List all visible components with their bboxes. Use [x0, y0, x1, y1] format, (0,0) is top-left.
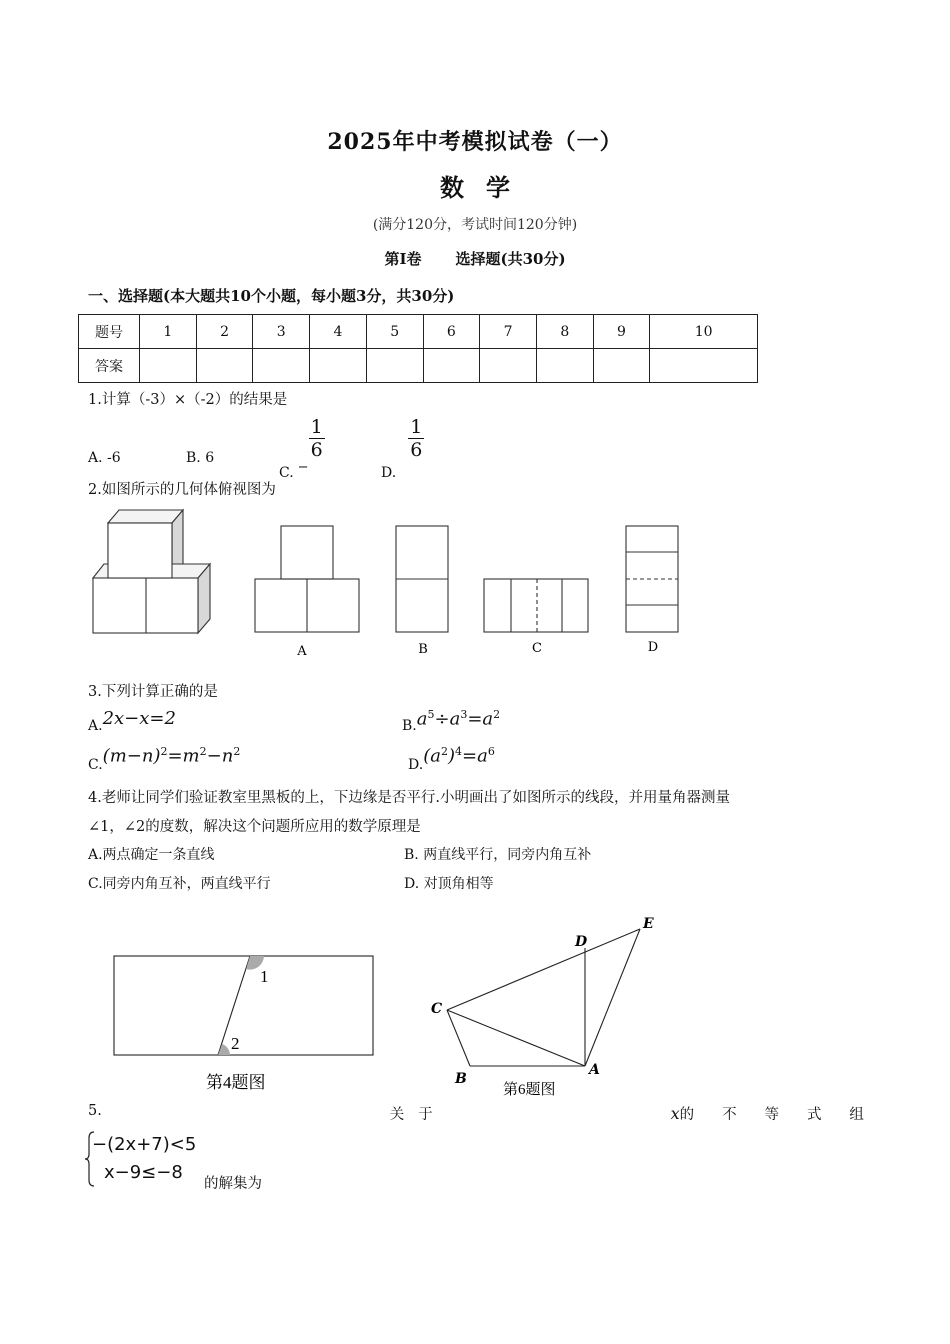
table-cell: 7 [480, 315, 537, 349]
point-label: C [431, 1001, 443, 1017]
q1-option-d [381, 416, 424, 481]
q3-option-d [408, 745, 495, 774]
figure-caption: 第4题图 [206, 1073, 266, 1092]
math-term: (a [423, 745, 441, 767]
q4-stem-line2: ∠1，∠2的度数，解决这个问题所应用的数学原理是 [88, 819, 421, 835]
q1-option-b: B. 6 [186, 450, 215, 466]
q5-stem [88, 1103, 864, 1124]
figure-label: A [297, 644, 307, 659]
q4-option-b: B. 两直线平行，同旁内角互补 [404, 847, 592, 863]
q1-option-a: A. -6 [88, 450, 121, 466]
row-label: 题号 [79, 315, 140, 349]
q1-option-c [279, 416, 325, 481]
q4-stem-line1: 4.老师让同学们验证教室里黑板的上，下边缘是否平行.小明画出了如图所示的线段，并用量角器测量 [88, 790, 730, 806]
q5-number: 5. [88, 1103, 102, 1119]
solid-figure [93, 510, 210, 633]
exponent: 2 [440, 745, 448, 758]
math-term: ÷a [434, 708, 461, 730]
fraction [408, 416, 424, 461]
option-prefix: D. [408, 757, 424, 774]
q4-option-c: C.同旁内角互补，两直线平行 [88, 876, 271, 892]
option-prefix: C. [279, 464, 294, 481]
q5-word: 式 [806, 1107, 822, 1123]
q2-stem: 2.如图所示的几何体俯视图为 [88, 482, 276, 498]
answer-table [78, 314, 758, 383]
option-c-figure [484, 579, 588, 632]
answer-cell[interactable] [423, 349, 480, 383]
math-term: =a [467, 708, 494, 730]
denominator: 6 [410, 439, 423, 461]
exam-note: (满分120分，考试时间120分钟) [372, 217, 578, 233]
exponent: 6 [487, 745, 495, 758]
exponent: 2 [160, 745, 168, 758]
answer-cell[interactable] [140, 349, 197, 383]
math-term: −n [206, 745, 234, 767]
q3-option-b [402, 708, 501, 735]
exponent: 3 [460, 708, 468, 721]
answer-cell[interactable] [650, 349, 758, 383]
table-cell: 2 [196, 315, 253, 349]
figure-label: D [647, 640, 659, 655]
exponent: 4 [454, 745, 462, 758]
inequality-1: −(2x+7)<5 [92, 1134, 197, 1155]
figure-caption: 第6题图 [503, 1082, 556, 1098]
table-cell: 10 [650, 315, 758, 349]
exponent: 2 [199, 745, 207, 758]
table-cell: 9 [593, 315, 650, 349]
table-cell: 8 [536, 315, 593, 349]
q5-word-group [390, 1103, 433, 1124]
option-prefix: D. [381, 464, 397, 481]
answer-cell[interactable] [366, 349, 423, 383]
figure-label: B [418, 642, 428, 657]
option-prefix: C. [88, 757, 103, 774]
answer-cell[interactable] [536, 349, 593, 383]
point-label: E [643, 916, 654, 932]
math-term: =m [167, 745, 200, 767]
math-term: a [416, 708, 428, 730]
point-label: D [575, 934, 588, 950]
q5-tail: 的解集为 [204, 1176, 262, 1192]
section-name: 选择题(共30分) [455, 250, 566, 268]
table-cell: 1 [140, 315, 197, 349]
exponent: 5 [427, 708, 435, 721]
q3-stem: 3.下列计算正确的是 [88, 684, 218, 700]
numerator: 1 [310, 416, 323, 438]
option-prefix: A. [88, 718, 103, 734]
figure-6 [425, 910, 670, 1100]
point-label: A [589, 1062, 600, 1078]
table-cell: 6 [423, 315, 480, 349]
row-label: 答案 [79, 349, 140, 383]
math-expression: 2x−x=2 [102, 708, 176, 729]
denominator: 6 [310, 439, 323, 461]
option-d-figure [626, 526, 678, 632]
option-b-figure [396, 526, 448, 632]
section-part: 第Ⅰ卷 [384, 250, 422, 268]
q4-option-a: A.两点确定一条直线 [88, 847, 215, 863]
subject-title: 数学 [440, 173, 532, 202]
inequality-2: x−9≤−8 [104, 1162, 183, 1183]
math-term: ) [447, 745, 455, 767]
answer-cell[interactable] [480, 349, 537, 383]
q2-figures [85, 505, 705, 665]
numerator: 1 [410, 416, 423, 438]
q5-word: 关 [389, 1107, 405, 1123]
math-term: (m−n) [102, 745, 161, 767]
table-cell: 3 [253, 315, 310, 349]
angle-2-label: 2 [231, 1034, 240, 1053]
answer-cell[interactable] [310, 349, 367, 383]
table-cell: 4 [310, 315, 367, 349]
angle-1-label: 1 [260, 967, 269, 986]
point-label: B [455, 1071, 467, 1087]
math-term: =a [461, 745, 488, 767]
variable-x: x [670, 1104, 680, 1123]
minus-sign: − [297, 459, 309, 475]
q5-word: 等 [764, 1107, 780, 1123]
q5-word: 于 [418, 1107, 433, 1123]
q3-option-c [88, 745, 241, 774]
figure-4 [110, 950, 380, 1100]
answer-cell[interactable] [593, 349, 650, 383]
figure-label: C [532, 641, 542, 656]
table-row [79, 315, 758, 349]
q5-word: 不 [722, 1107, 737, 1123]
q3-option-a [88, 708, 176, 734]
table-cell: 5 [366, 315, 423, 349]
section-heading [0, 248, 950, 269]
q5-word: 组 [849, 1107, 864, 1123]
option-a-figure [255, 526, 359, 632]
q1-stem: 1.计算（-3）×（-2）的结果是 [88, 392, 288, 408]
q5-word: 的 [679, 1107, 695, 1123]
answer-cell[interactable] [196, 349, 253, 383]
fraction [309, 416, 325, 461]
q5-word-group [671, 1103, 695, 1124]
answer-cell[interactable] [253, 349, 310, 383]
exam-title: 2025年中考模拟试卷（一） [327, 129, 623, 155]
q4-option-d: D. 对顶角相等 [404, 876, 494, 892]
table-row [79, 349, 758, 383]
option-prefix: B. [402, 718, 417, 735]
part1-heading: 一、选择题(本大题共10个小题，每小题3分，共30分) [88, 287, 455, 305]
exponent: 2 [493, 708, 501, 721]
exponent: 2 [233, 745, 241, 758]
